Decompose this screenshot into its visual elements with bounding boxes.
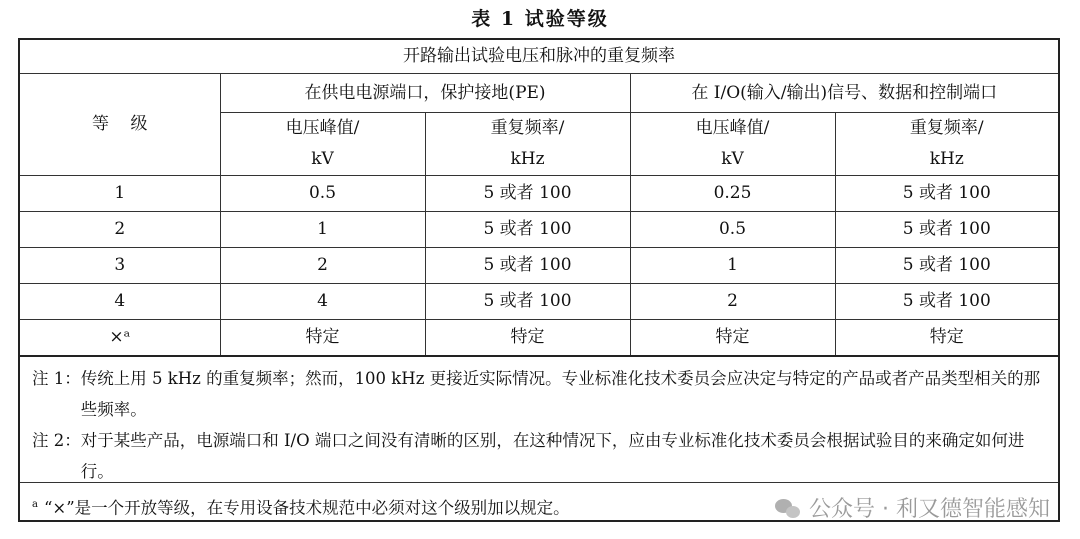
cell-io-frequency: 5 或者 100	[835, 248, 1058, 284]
cell-io-voltage: 0.25	[630, 176, 835, 212]
cell-level: 2	[20, 212, 220, 248]
header-power-port: 在供电电源端口，保护接地(PE)	[220, 74, 630, 113]
cell-io-frequency: 5 或者 100	[835, 212, 1058, 248]
cell-io-frequency: 5 或者 100	[835, 284, 1058, 320]
cell-power-frequency: 5 或者 100	[425, 212, 630, 248]
header-frequency-unit: kHz	[929, 149, 964, 169]
header-frequency-label: 重复频率/	[909, 118, 984, 138]
header-voltage-label: 电压峰值/	[695, 118, 770, 138]
header-power-voltage	[220, 113, 425, 176]
table-title: 开路输出试验电压和脉冲的重复频率	[20, 40, 1058, 74]
cell-power-voltage: 1	[220, 212, 425, 248]
table-row	[20, 212, 1058, 248]
cell-power-voltage: 0.5	[220, 176, 425, 212]
cell-io-voltage: 特定	[630, 320, 835, 357]
table-frame	[18, 38, 1060, 522]
header-voltage-unit: kV	[721, 149, 744, 169]
cell-io-frequency: 5 或者 100	[835, 176, 1058, 212]
test-level-table	[20, 40, 1058, 357]
header-io-port: 在 I/O(输入/输出)信号、数据和控制端口	[630, 74, 1058, 113]
header-level: 等 级	[20, 74, 220, 176]
cell-level: 1	[20, 176, 220, 212]
notes-section	[20, 357, 1058, 483]
cell-power-frequency: 5 或者 100	[425, 248, 630, 284]
note-text: 传统上用 5 kHz 的重复频率；然而，100 kHz 更接近实际情况。专业标准化技术委员会应决定与特定的产品或者产品类型相关的那些频率。	[80, 369, 1041, 419]
cell-level: 3	[20, 248, 220, 284]
cell-power-voltage: 2	[220, 248, 425, 284]
cell-power-frequency: 5 或者 100	[425, 284, 630, 320]
cell-level: 4	[20, 284, 220, 320]
table-row	[20, 248, 1058, 284]
header-frequency-unit: kHz	[510, 149, 545, 169]
cell-power-frequency: 特定	[425, 320, 630, 357]
footnote-text: “×”是一个开放等级，在专用设备技术规范中必须对这个级别加以规定。	[43, 498, 570, 518]
cell-level: ×ᵃ	[20, 320, 220, 357]
wechat-icon	[775, 497, 801, 519]
table-row	[20, 284, 1058, 320]
note-item	[32, 363, 1046, 425]
note-label: 注 2：	[32, 431, 81, 450]
watermark-text: 公众号 · 利又德智能感知	[809, 497, 1050, 522]
cell-power-voltage: 特定	[220, 320, 425, 357]
header-voltage-label: 电压峰值/	[285, 118, 360, 138]
cell-io-frequency: 特定	[835, 320, 1058, 357]
header-voltage-unit: kV	[311, 149, 334, 169]
table-caption: 表 1 试验等级	[471, 8, 609, 30]
footnote-marker: a	[32, 499, 38, 510]
table-row	[20, 176, 1058, 212]
cell-io-voltage: 0.5	[630, 212, 835, 248]
cell-power-voltage: 4	[220, 284, 425, 320]
note-label: 注 1：	[32, 369, 81, 388]
note-item	[32, 425, 1046, 487]
cell-io-voltage: 2	[630, 284, 835, 320]
header-io-voltage	[630, 113, 835, 176]
header-frequency-label: 重复频率/	[490, 118, 565, 138]
watermark	[775, 492, 1050, 523]
cell-power-frequency: 5 或者 100	[425, 176, 630, 212]
table-row	[20, 320, 1058, 357]
header-power-frequency	[425, 113, 630, 176]
cell-io-voltage: 1	[630, 248, 835, 284]
note-text: 对于某些产品，电源端口和 I/O 端口之间没有清晰的区别，在这种情况下，应由专业标准化技术委员会根据试验目的来确定如何进行。	[80, 431, 1025, 481]
header-io-frequency	[835, 113, 1058, 176]
